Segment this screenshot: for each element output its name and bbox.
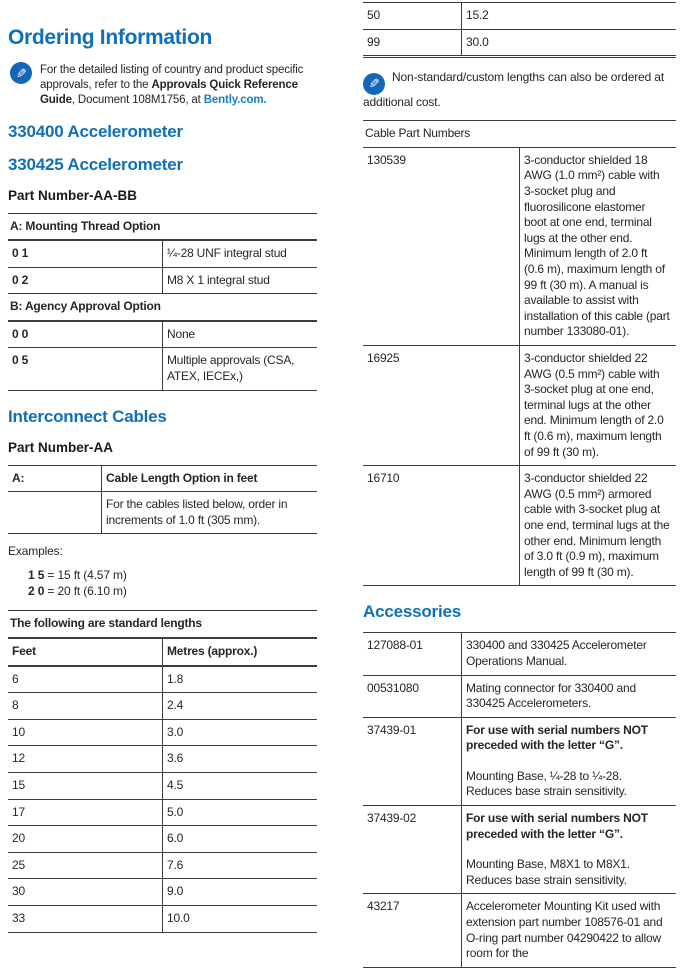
serial-number-warning: For use with serial numbers NOT preceded with the letter “G”. [466, 722, 648, 753]
feet-cell: 30 [8, 879, 163, 906]
table-caption-row [363, 121, 676, 148]
part-description-cell: 3-conductor shielded 22 AWG (0.5 mm²) cable with 3-socket plug at one end, terminal lugs at the other end. Minimum length of 2.0 ft (0.6 m), maximum length of 99 ft (30 m). [520, 346, 677, 466]
table-row [8, 773, 317, 800]
example-code: 2 0 [28, 584, 45, 599]
pencil-glyph: ✎ [15, 65, 27, 81]
heading-accessories: Accessories [363, 602, 461, 622]
metres-cell: 5.0 [163, 799, 318, 826]
table-header-row [8, 638, 317, 666]
option-code-cell: 0 5 [8, 348, 163, 390]
table-row [8, 719, 317, 746]
option-code-cell: 0 0 [8, 321, 163, 348]
option-desc-cell: Multiple approvals (CSA, ATEX, IECEx,) [163, 348, 318, 390]
part-number-cell: 16925 [363, 346, 520, 466]
page-title: Ordering Information [8, 26, 213, 49]
feet-cell: 25 [8, 852, 163, 879]
option-desc-cell: ¼-28 UNF integral stud [163, 240, 318, 267]
table-row [363, 894, 676, 967]
pencil-note-icon [10, 62, 32, 84]
metres-cell: 9.0 [163, 879, 318, 906]
part-number-aa-label: Part Number-AA [8, 439, 114, 455]
metres-cell: 1.8 [163, 666, 318, 693]
part-number-cell: 37439-02 [363, 806, 462, 894]
table-row [8, 492, 317, 534]
feet-cell: 20 [8, 826, 163, 853]
custom-lengths-note-text: Non-standard/custom lengths can also be ordered at additional cost. [363, 70, 664, 109]
part-description-cell [462, 806, 677, 894]
feet-cell: 33 [8, 905, 163, 932]
note-text-mid: , Document 108M1756, at [71, 94, 204, 107]
feet-cell: 10 [8, 719, 163, 746]
section-header-row [8, 213, 317, 240]
option-desc-cell: None [163, 321, 318, 348]
feet-cell: 99 [363, 29, 462, 57]
heading-330400-accelerometer: 330400 Accelerometer [8, 121, 183, 141]
table-header-row [8, 465, 317, 492]
table-row [363, 806, 676, 894]
option-code-cell: 0 1 [8, 240, 163, 267]
part-description-cell: Mating connector for 330400 and 330425 Accelerometers. [462, 675, 677, 717]
metres-cell: 6.0 [163, 826, 318, 853]
note-text-bold: Approvals Quick Reference Guide [40, 79, 298, 107]
table-row [8, 879, 317, 906]
feet-cell: 12 [8, 746, 163, 773]
part-description-cell [462, 717, 677, 805]
cable-length-note-cell: For the cables listed below, order in increments of 1.0 ft (305 mm). [102, 492, 318, 534]
left-column [8, 0, 317, 933]
table-row [8, 321, 317, 348]
table-row [363, 466, 676, 586]
heading-330425-accelerometer: 330425 Accelerometer [8, 154, 183, 174]
metres-cell: 3.0 [163, 719, 318, 746]
example-line [28, 584, 317, 598]
examples-block [8, 544, 317, 598]
table-row [8, 666, 317, 693]
serial-number-warning: For use with serial numbers NOT preceded with the letter “G”. [466, 811, 648, 841]
part-number-cell: 130539 [363, 147, 520, 345]
table-row [8, 348, 317, 390]
metres-cell: 15.2 [462, 3, 677, 30]
metres-cell: 30.0 [462, 29, 677, 57]
table-row [363, 675, 676, 717]
section-a-header: A: Mounting Thread Option [8, 213, 317, 240]
metres-column-header: Metres (approx.) [163, 638, 318, 666]
option-code-cell: 0 2 [8, 267, 163, 294]
example-code: 1 5 [28, 568, 45, 583]
part-description-cell: 3-conductor shielded 18 AWG (1.0 mm²) cable with 3-socket plug and fluorosilicone elastomer boot at one end, terminal lugs at the other end. Minimum length of 2.0 ft (0.6 m), maximum length of 99 ft (30 m). A manual is available to assist with installation of this cable (part number 133080-01). [520, 147, 677, 345]
approvals-note [10, 62, 317, 109]
option-desc-cell: M8 X 1 integral stud [163, 267, 318, 294]
section-header-row [8, 294, 317, 321]
table-row [363, 147, 676, 345]
accessory-description: Mounting Base, ¼-28 to ¼-28. Reduces base strain sensitivity. [466, 768, 627, 799]
part-number-cell: 37439-01 [363, 717, 462, 805]
cable-part-numbers-table [363, 120, 676, 586]
empty-cell [8, 492, 102, 534]
example-value: = 20 ft (6.10 m) [47, 584, 127, 599]
part-number-aa-bb-label: Part Number-AA-BB [8, 187, 138, 203]
example-line [28, 568, 317, 582]
metres-cell: 7.6 [163, 852, 318, 879]
table-row [363, 633, 676, 675]
part-description-cell: 330400 and 330425 Accelerometer Operations Manual. [462, 633, 677, 675]
mounting-thread-option-table [8, 213, 317, 391]
table-row [363, 3, 676, 30]
part-number-cell: 16710 [363, 466, 520, 586]
table-row [8, 746, 317, 773]
part-number-cell: 127088-01 [363, 633, 462, 675]
table-row [8, 240, 317, 267]
pencil-note-icon [363, 73, 385, 95]
table-row [8, 905, 317, 932]
approvals-note-text [40, 63, 317, 109]
cable-length-option-header: Cable Length Option in feet [102, 465, 318, 492]
feet-cell: 8 [8, 693, 163, 720]
table-row [363, 29, 676, 57]
pencil-glyph: ✎ [368, 76, 380, 92]
feet-cell: 6 [8, 666, 163, 693]
table-row [8, 799, 317, 826]
feet-column-header: Feet [8, 638, 163, 666]
metres-cell: 3.6 [163, 746, 318, 773]
note-text-pre: For the detailed listing of country and product specific approvals, refer to the [40, 64, 304, 92]
part-description-cell: Accelerometer Mounting Kit used with extension part number 108576-01 and O-ring part number 04290422 to allow room for the [462, 894, 677, 967]
example-value: = 15 ft (4.57 m) [47, 568, 127, 583]
examples-label: Examples: [8, 544, 63, 559]
accessories-table [363, 632, 676, 968]
part-number-cell: 00531080 [363, 675, 462, 717]
table-row [363, 717, 676, 805]
table-row [8, 852, 317, 879]
metres-cell: 4.5 [163, 773, 318, 800]
part-number-cell: 43217 [363, 894, 462, 967]
standard-lengths-caption: The following are standard lengths [8, 611, 317, 638]
section-b-header: B: Agency Approval Option [8, 294, 317, 321]
standard-lengths-table-continued [363, 2, 676, 58]
cable-length-option-table [8, 465, 317, 535]
cable-part-numbers-header: Cable Part Numbers [363, 121, 676, 148]
feet-cell: 17 [8, 799, 163, 826]
right-column [363, 0, 676, 968]
heading-interconnect-cables: Interconnect Cables [8, 406, 167, 426]
table-row [8, 826, 317, 853]
metres-cell: 2.4 [163, 693, 318, 720]
table-row [8, 693, 317, 720]
table-caption-row [8, 611, 317, 638]
feet-cell: 50 [363, 3, 462, 30]
column-a-header: A: [8, 465, 102, 492]
accessory-description: Mounting Base, M8X1 to M8X1. Reduces base strain sensitivity. [466, 857, 630, 887]
standard-lengths-table [8, 610, 317, 932]
custom-lengths-note [363, 70, 676, 110]
part-description-cell: 3-conductor shielded 22 AWG (0.5 mm²) armored cable with 3-socket plug at one end, terminal lugs at the other end. Minimum length of 3.0 ft (0.9 m), maximum length of 99 ft (30 m). [520, 466, 677, 586]
feet-cell: 15 [8, 773, 163, 800]
table-row [8, 267, 317, 294]
table-row [363, 346, 676, 466]
metres-cell: 10.0 [163, 905, 318, 932]
bently-com-link[interactable]: Bently.com. [203, 94, 267, 107]
